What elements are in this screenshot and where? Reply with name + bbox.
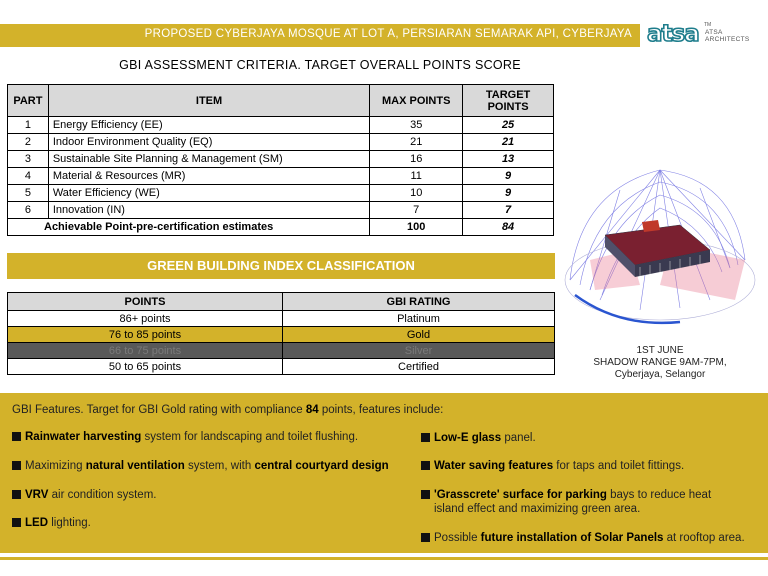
feature-rainwater <box>12 431 358 443</box>
intro-text: GBI Features. Target for GBI Gold rating with compliance <box>12 404 303 416</box>
page-subtitle: GBI ASSESSMENT CRITERIA. TARGET OVERALL POINTS SCORE <box>119 58 521 72</box>
rating-cell: Platinum <box>283 311 555 327</box>
header-max-points: MAX POINTS <box>370 85 463 117</box>
gbi-rating-table <box>7 292 555 375</box>
item-cell: Material & Resources (MR) <box>48 168 369 185</box>
rating-row-certified <box>8 359 555 375</box>
shadow-study-illustration <box>560 150 760 340</box>
project-title: PROPOSED CYBERJAYA MOSQUE AT LOT A, PERSIARAN SEMARAK API, CYBERJAYA <box>144 28 632 40</box>
bullet-square-icon <box>421 533 430 542</box>
feature-grasscrete <box>421 489 711 501</box>
points-cell: 66 to 75 points <box>8 343 283 359</box>
logo-text-atsa: ATSA <box>705 29 723 36</box>
total-target: 84 <box>463 219 554 236</box>
rating-cell: Silver <box>283 343 555 359</box>
item-cell: Water Efficiency (WE) <box>48 185 369 202</box>
part-cell: 5 <box>8 185 49 202</box>
feature-bold: VRV <box>25 489 49 501</box>
feature-text: Possible <box>434 532 478 544</box>
bullet-square-icon <box>421 490 430 499</box>
table-row <box>8 202 554 219</box>
feature-bold: LED <box>25 517 48 529</box>
caption-location: Cyberjaya, Selangor <box>614 369 706 380</box>
atsa-logo <box>643 20 768 50</box>
caption-date: 1ST JUNE <box>636 345 684 356</box>
feature-bold: future installation of Solar Panels <box>480 532 664 544</box>
rating-cell: Gold <box>283 327 555 343</box>
feature-grasscrete-continued: island effect and maximizing green area. <box>434 503 641 515</box>
gbi-banner-title: GREEN BUILDING INDEX CLASSIFICATION <box>147 258 415 273</box>
features-panel <box>0 393 768 553</box>
table-row <box>8 168 554 185</box>
feature-water-saving <box>421 460 684 472</box>
total-label: Achievable Point-pre-certification estimates <box>8 219 370 236</box>
table-row <box>8 117 554 134</box>
shadow-study-caption <box>560 345 760 381</box>
target-cell: 13 <box>463 151 554 168</box>
feature-bold: Low-E glass <box>434 432 502 444</box>
item-cell: Indoor Environment Quality (EQ) <box>48 134 369 151</box>
target-cell: 9 <box>463 185 554 202</box>
max-cell: 21 <box>370 134 463 151</box>
bullet-square-icon <box>421 433 430 442</box>
table-row <box>8 151 554 168</box>
feature-text: bays to reduce heat <box>610 489 712 501</box>
table-row <box>8 185 554 202</box>
header-gbi-rating: GBI RATING <box>283 293 555 311</box>
feature-bold: natural ventilation <box>85 460 185 472</box>
table-row <box>8 134 554 151</box>
max-cell: 11 <box>370 168 463 185</box>
feature-low-e-glass <box>421 432 536 444</box>
total-max: 100 <box>370 219 463 236</box>
item-cell: Innovation (IN) <box>48 202 369 219</box>
rating-cell: Certified <box>283 359 555 375</box>
features-intro <box>12 404 443 416</box>
feature-text: for taps and toilet fittings. <box>556 460 685 472</box>
item-cell: Energy Efficiency (EE) <box>48 117 369 134</box>
gbi-classification-banner <box>7 253 555 279</box>
header-bar <box>0 24 640 47</box>
feature-bold: central courtyard design <box>254 460 389 472</box>
target-cell: 25 <box>463 117 554 134</box>
bullet-square-icon <box>421 461 430 470</box>
feature-text: at rooftop area. <box>666 532 745 544</box>
max-cell: 35 <box>370 117 463 134</box>
feature-solar-panels <box>421 532 745 544</box>
item-cell: Sustainable Site Planning & Management (SM) <box>48 151 369 168</box>
logo-trademark: TM <box>704 22 712 28</box>
feature-bold: Water saving features <box>434 460 554 472</box>
part-cell: 2 <box>8 134 49 151</box>
feature-text: Maximizing <box>25 460 83 472</box>
feature-bold: 'Grasscrete' surface for parking <box>434 489 607 501</box>
logo-text-architects: ARCHITECTS <box>705 36 750 43</box>
feature-vrv <box>12 489 156 501</box>
part-cell: 1 <box>8 117 49 134</box>
feature-led <box>12 517 91 529</box>
table-header-row <box>8 85 554 117</box>
logo-mark: atsa <box>647 21 699 47</box>
points-cell: 86+ points <box>8 311 283 327</box>
max-cell: 16 <box>370 151 463 168</box>
header-part: PART <box>8 85 49 117</box>
feature-bold: Rainwater harvesting <box>25 431 142 443</box>
intro-points: 84 <box>305 404 319 416</box>
total-row <box>8 219 554 236</box>
bullet-square-icon <box>12 518 21 527</box>
caption-range: SHADOW RANGE 9AM-7PM, <box>593 357 727 368</box>
feature-text: air condition system. <box>51 489 157 501</box>
feature-text: system for landscaping and toilet flushing. <box>144 431 359 443</box>
rating-row-silver <box>8 343 555 359</box>
max-cell: 10 <box>370 185 463 202</box>
intro-text-end: points, features include: <box>321 404 444 416</box>
target-cell: 21 <box>463 134 554 151</box>
feature-text: lighting. <box>51 517 91 529</box>
header-target-points: TARGET POINTS <box>463 85 554 117</box>
max-cell: 7 <box>370 202 463 219</box>
part-cell: 6 <box>8 202 49 219</box>
rating-row-gold <box>8 327 555 343</box>
feature-ventilation <box>12 460 389 472</box>
rating-row-platinum <box>8 311 555 327</box>
part-cell: 4 <box>8 168 49 185</box>
target-cell: 9 <box>463 168 554 185</box>
points-cell: 76 to 85 points <box>8 327 283 343</box>
bullet-square-icon <box>12 490 21 499</box>
header-item: ITEM <box>48 85 369 117</box>
bullet-square-icon <box>12 461 21 470</box>
bottom-divider <box>0 557 768 560</box>
rating-header-row <box>8 293 555 311</box>
target-cell: 7 <box>463 202 554 219</box>
gbi-criteria-table <box>7 84 554 236</box>
bullet-square-icon <box>12 432 21 441</box>
feature-text: panel. <box>504 432 536 444</box>
points-cell: 50 to 65 points <box>8 359 283 375</box>
feature-text: system, with <box>187 460 252 472</box>
header-points: POINTS <box>8 293 283 311</box>
part-cell: 3 <box>8 151 49 168</box>
